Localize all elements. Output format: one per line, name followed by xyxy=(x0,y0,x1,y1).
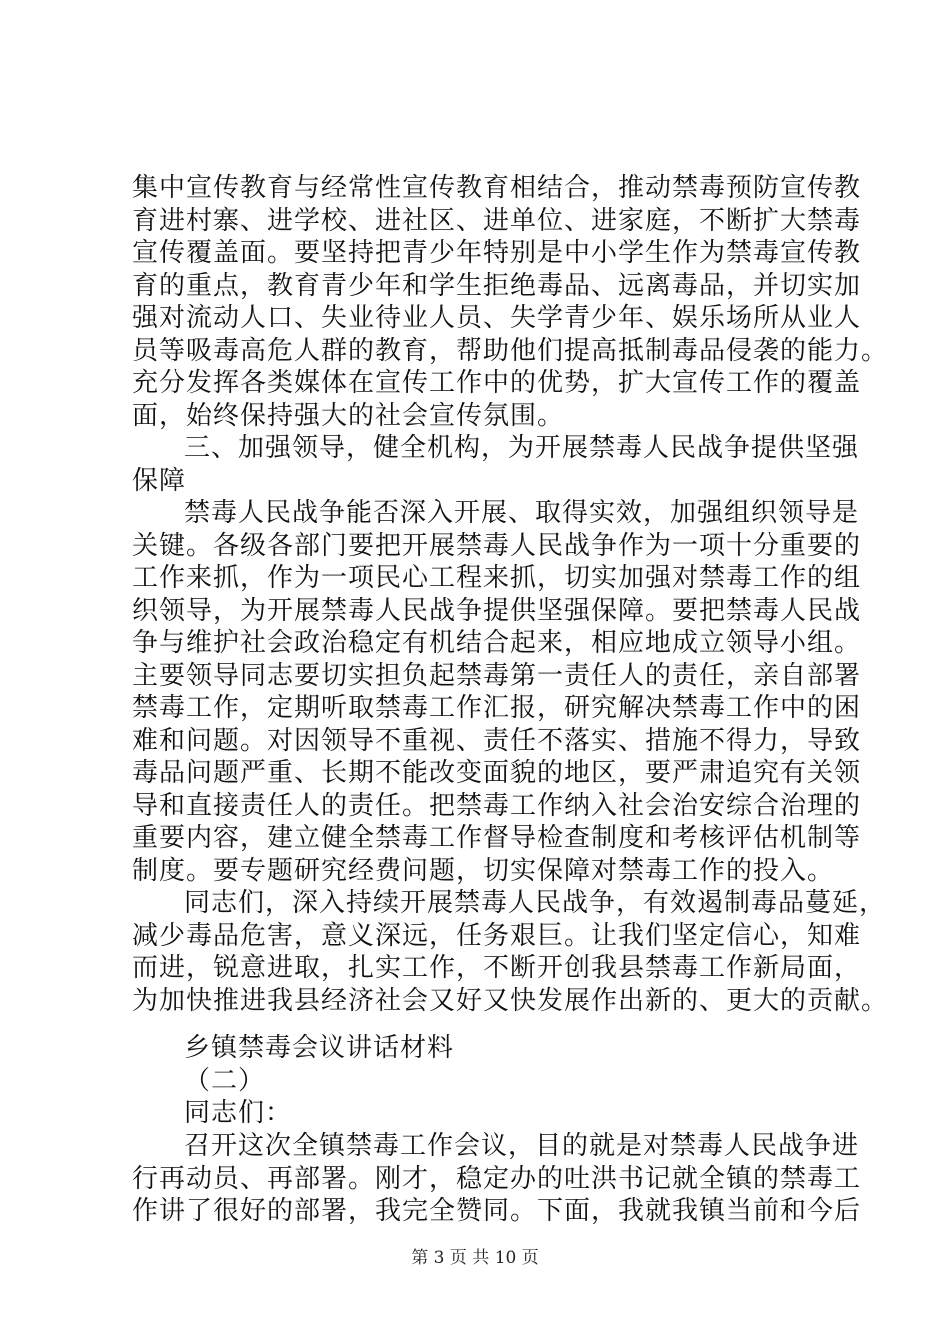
section-heading-three xyxy=(132,432,860,497)
text-line: 集中宣传教育与经常性宣传教育相结合，推动禁毒预防宣传教 xyxy=(132,173,862,203)
text-line: 作讲了很好的部署，我完全赞同。下面，我就我镇当前和今后 xyxy=(132,1196,862,1226)
text-line: 争与维护社会政治稳定有机结合起来，相应地成立领导小组。 xyxy=(132,628,862,658)
paragraph-propaganda xyxy=(132,172,889,432)
heading-line: 三、加强领导，健全机构，为开展禁毒人民战争提供坚强 xyxy=(184,433,860,463)
second-speech-title xyxy=(132,1032,822,1130)
title-line: 乡镇禁毒会议讲话材料 xyxy=(184,1033,455,1063)
text-line: 面，始终保持强大的社会宣传氛围。 xyxy=(132,400,565,431)
text-line: 宣传覆盖面。要坚持把青少年特别是中小学生作为禁毒宣传教 xyxy=(132,238,862,268)
text-line: 制度。要专题研究经费问题，切实保障对禁毒工作的投入。 xyxy=(132,855,835,886)
text-line: 织领导，为开展禁毒人民战争提供坚强保障。要把禁毒人民战 xyxy=(132,595,862,626)
text-line: 关键。各级各部门要把开展禁毒人民战争作为一项十分重要的 xyxy=(132,530,862,561)
text-line: 导和直接责任人的责任。把禁毒工作纳入社会治安综合治理的 xyxy=(132,790,862,821)
page-number-footer: 第 3 页 共 10 页 xyxy=(411,1248,539,1268)
subtitle-line: （二） xyxy=(184,1065,266,1096)
text-line: 禁毒人民战争能否深入开展、取得实效，加强组织领导是 xyxy=(184,498,860,528)
text-line: 为加快推进我县经济社会又好又快发展作出新的、更大的贡献。 xyxy=(132,985,889,1016)
salutation-line: 同志们： xyxy=(184,1098,293,1128)
text-line: 充分发挥各类媒体在宣传工作中的优势，扩大宣传工作的覆盖 xyxy=(132,368,862,398)
text-line: 员等吸毒高危人群的教育，帮助他们提高抵制毒品侵袭的能力。 xyxy=(132,335,889,366)
text-line: 减少毒品危害，意义深远，任务艰巨。让我们坚定信心，知难 xyxy=(132,920,862,951)
text-line: 召开这次全镇禁毒工作会议，目的就是对禁毒人民战争进 xyxy=(184,1131,860,1161)
paragraph-meeting-opening xyxy=(132,1130,862,1228)
paragraph-leadership xyxy=(132,497,862,887)
text-line: 而进，锐意进取，扎实工作，不断开创我县禁毒工作新局面， xyxy=(132,953,862,983)
text-line: 强对流动人口、失业待业人员、失学青少年、娱乐场所从业人 xyxy=(132,303,862,333)
text-line: 重要内容，建立健全禁毒工作督导检查制度和考核评估机制等 xyxy=(132,823,862,853)
text-line: 育进村寨、进学校、进社区、进单位、进家庭，不断扩大禁毒 xyxy=(132,205,862,236)
text-line: 毒品问题严重、长期不能改变面貌的地区，要严肃追究有关领 xyxy=(132,758,862,788)
text-line: 主要领导同志要切实担负起禁毒第一责任人的责任，亲自部署 xyxy=(132,660,862,691)
text-line: 行再动员、再部署。刚才，稳定办的吐洪书记就全镇的禁毒工 xyxy=(132,1163,862,1194)
heading-line: 保障 xyxy=(132,465,187,496)
text-line: 育的重点，教育青少年和学生拒绝毒品、远离毒品，并切实加 xyxy=(132,270,862,301)
text-line: 工作来抓，作为一项民心工程来抓，切实加强对禁毒工作的组 xyxy=(132,563,862,593)
text-line: 难和问题。对因领导不重视、责任不落实、措施不得力，导致 xyxy=(132,725,862,756)
paragraph-closing xyxy=(132,887,889,1017)
text-line: 同志们，深入持续开展禁毒人民战争，有效遏制毒品蔓延， xyxy=(184,888,887,918)
text-line: 禁毒工作，定期听取禁毒工作汇报，研究解决禁毒工作中的困 xyxy=(132,693,862,723)
